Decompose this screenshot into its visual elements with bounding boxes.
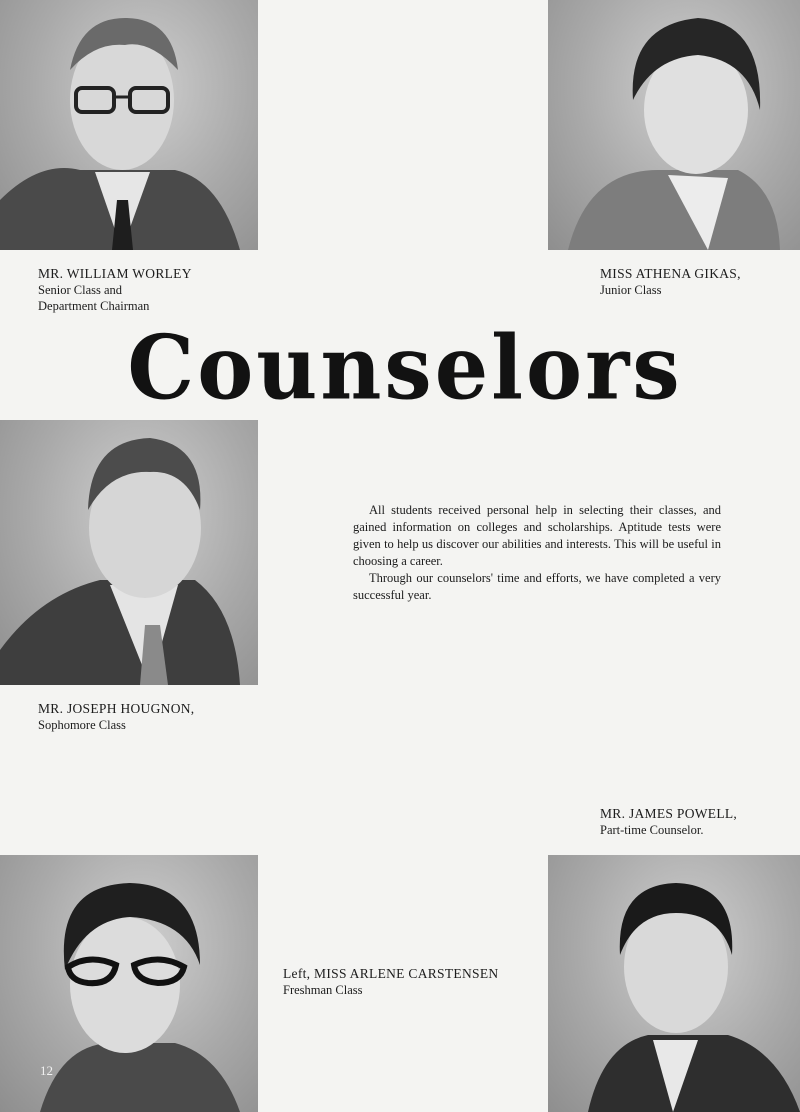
counselor-name: MR. JAMES POWELL, — [600, 806, 738, 821]
caption-carstensen — [283, 966, 498, 998]
portrait-figure — [0, 420, 258, 685]
page-title: Counselors — [127, 315, 683, 420]
portrait-figure — [548, 0, 800, 250]
page-number: 12 — [40, 1063, 53, 1078]
caption-powell — [600, 806, 737, 838]
counselor-name: Left, MISS ARLENE CARSTENSEN — [283, 966, 499, 981]
counselor-role: Part-time Counselor. — [600, 823, 704, 837]
counselor-name: MR. WILLIAM WORLEY — [38, 266, 192, 281]
portrait-figure — [548, 855, 800, 1112]
counselor-role: Junior Class — [600, 283, 662, 297]
body-text — [353, 502, 721, 604]
counselor-name: MISS ATHENA GIKAS, — [600, 266, 741, 281]
portrait-photo-powell — [548, 855, 800, 1112]
counselor-role: Department Chairman — [38, 299, 150, 313]
body-paragraph: All students received personal help in selecting their classes, and gained information on colleges and scholarships. Aptitude tests were given to help us discover our abilities and interests. This will be useful in choosing a career. — [353, 503, 721, 568]
portrait-photo-worley — [0, 0, 258, 250]
portrait-figure — [0, 855, 258, 1112]
caption-gikas — [600, 266, 741, 298]
counselor-role: Sophomore Class — [38, 718, 126, 732]
caption-hougnon — [38, 701, 194, 733]
portrait-photo-carstensen — [0, 855, 258, 1112]
counselor-role: Senior Class and — [38, 283, 123, 297]
portrait-photo-gikas — [548, 0, 800, 250]
body-paragraph: Through our counselors' time and efforts, we have completed a very successful year. — [353, 571, 721, 602]
caption-worley — [38, 266, 192, 314]
counselor-role: Freshman Class — [283, 983, 363, 997]
portrait-figure — [0, 0, 258, 250]
portrait-photo-hougnon — [0, 420, 258, 685]
counselor-name: MR. JOSEPH HOUGNON, — [38, 701, 195, 716]
